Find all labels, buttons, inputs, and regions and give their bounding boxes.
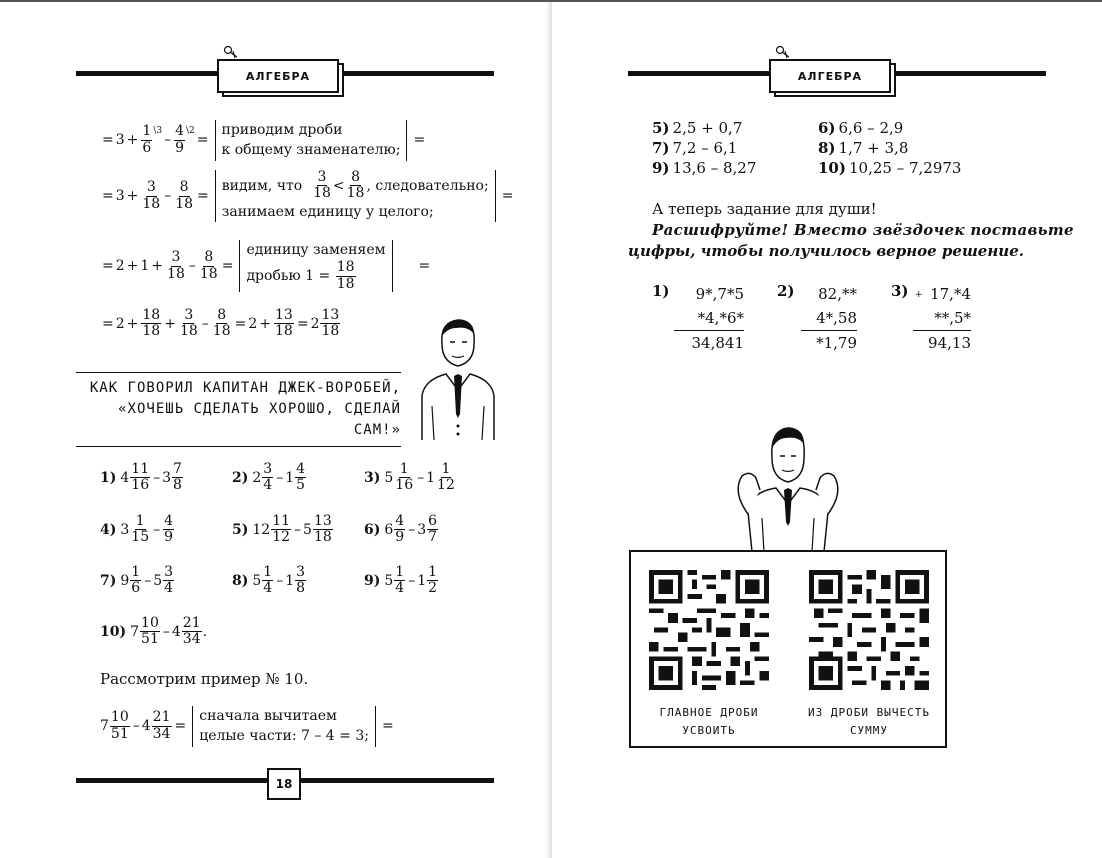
task-item: 6) 6,6 – 2,9	[818, 119, 904, 137]
page-number: 18	[267, 768, 301, 800]
soul-task-title: А теперь задание для души!	[652, 200, 877, 218]
task-item: 5) 2,5 + 0,7	[652, 119, 743, 137]
final-expression: 7 $\frac{10}{51}$ – 4 $\frac{21}{34}$ = сначала вычитаем целые части: 7 – 4 = 3; =	[100, 706, 396, 747]
task-item: 10) 10,25 – 7,2973	[818, 159, 962, 177]
man-in-suit-illustration	[412, 314, 502, 440]
exercise-item: 2) 2 $\frac{3}{4}$ – 1 $\frac{4}{5}$	[232, 461, 306, 494]
left-page	[0, 2, 550, 858]
exercise-item: 1) 4 $\frac{11}{16}$ – 3 $\frac{7}{8}$	[100, 461, 182, 494]
step-note: приводим дроби к общему знаменателю;	[215, 120, 408, 161]
man-holding-sign-illustration	[728, 422, 848, 552]
exercise-item: 7) 9 $\frac{1}{6}$ – 5 $\frac{3}{4}$	[100, 564, 174, 597]
exercise-item: 10) 7 $\frac{10}{51}$ – 4 $\frac{21}{34}$ .	[100, 615, 208, 648]
pin-icon	[775, 45, 795, 63]
exercise-item: 9) 5 $\frac{1}{4}$ – 1 $\frac{1}{2}$	[364, 564, 438, 597]
qr-code-2[interactable]	[809, 570, 929, 690]
quote-line-1: КАК ГОВОРИЛ КАПИТАН ДЖЕК-ВОРОБЕЙ,	[89, 380, 401, 396]
instruction-line-2: цифры, чтобы получилось верное решение.	[628, 242, 1024, 260]
exercise-item: 5) 12 $\frac{11}{12}$ – 5 $\frac{13}{18}$	[232, 513, 332, 546]
section-header-left	[217, 59, 337, 91]
qr-code-board	[629, 550, 947, 748]
quote-block	[76, 372, 401, 447]
qr-caption-1: ГЛАВНОЕ ДРОБИ УСВОИТЬ	[659, 706, 759, 737]
task-item: 8) 1,7 + 3,8	[818, 139, 909, 157]
solution-step-1: = 3 + $\frac{1}{6}$ \3 – $\frac{4}{9}$ \2 = приводим дроби к общему знаменателю; =	[100, 120, 427, 161]
section-title: АЛГЕБРА	[769, 59, 891, 93]
section-title: АЛГЕБРА	[217, 59, 339, 93]
solution-step-4: = 2 + $\frac{18}{18}$ + $\frac{3}{18}$ – $\frac{8}{18}$ = 2 + $\frac{13}{18}$ = 2 $\frac{13}{18}$	[102, 307, 340, 340]
step-note: единицу заменяем дробью 1 = $\frac{18}{18}$	[239, 240, 392, 292]
tasks-column-2	[818, 118, 961, 178]
instruction-line-1: Расшифруйте! Вместо звёздочек поставьте	[652, 221, 1074, 239]
exercise-item: 6) 6 $\frac{4}{9}$ – 3 $\frac{6}{7}$	[364, 513, 438, 546]
qr-code-1[interactable]	[649, 570, 769, 690]
exercise-item: 4) 3 $\frac{1}{15}$ – $\frac{4}{9}$	[100, 513, 174, 546]
tasks-column-1	[652, 118, 756, 178]
task-item: 7) 7,2 – 6,1	[652, 139, 738, 157]
fraction: $\frac{4}{9}$	[175, 123, 184, 156]
step-note: сначала вычитаем целые части: 7 – 4 = 3;	[192, 706, 376, 747]
step-note: видим, что $\frac{3}{18}$ < $\frac{8}{18}$ , следовательно; занимаем единицу у целого;	[215, 170, 496, 222]
exercise-item: 8) 5 $\frac{1}{4}$ – 1 $\frac{3}{8}$	[232, 564, 306, 597]
quote-line-2: «ХОЧЕШЬ СДЕЛАТЬ ХОРОШО, СДЕЛАЙ САМ!»	[118, 401, 401, 438]
consider-text: Рассмотрим пример № 10.	[100, 670, 309, 688]
pin-icon	[223, 45, 243, 63]
fraction: $\frac{1}{6}$	[142, 123, 152, 156]
section-header-right	[769, 59, 889, 91]
task-item: 9) 13,6 – 8,27	[652, 159, 757, 177]
right-page: АЛГЕБРА 5) 2,5 + 0,7 7) 7,2 – 6,1 9) 13,6 – 8,27 6) 6,6 – 2,9 8) 1,7 + 3,8 10) 10,25 – 7,2973 А теперь задание для души! Расшифруйте! Вместо звёздочек поставьте цифры, чтобы получилось верное решение. 1) 9*,7*5 *4,*6* 34,841 2) 82,** 4*,58 *1,79 3) + 17,*4 **,5* 94,13 ГЛАВНОЕ ДРОБИ УСВОИТЬ ИЗ ДРОБИ ВЫЧЕСТЬ СУММУ	[552, 2, 1102, 858]
solution-step-3: = 2 + 1 + $\frac{3}{18}$ – $\frac{8}{18}$ = единицу заменяем дробью 1 = $\frac{18}{18}$ =	[102, 242, 431, 292]
solution-step-2: = 3 + $\frac{3}{18}$ – $\frac{8}{18}$ = видим, что $\frac{3}{18}$ < $\frac{8}{18}$ , следовательно; занимаем единицу у целого; =	[100, 170, 515, 222]
qr-caption-2: ИЗ ДРОБИ ВЫЧЕСТЬ СУММУ	[808, 706, 930, 737]
exercise-item: 3) 5 $\frac{1}{16}$ – 1 $\frac{1}{12}$	[364, 461, 455, 494]
